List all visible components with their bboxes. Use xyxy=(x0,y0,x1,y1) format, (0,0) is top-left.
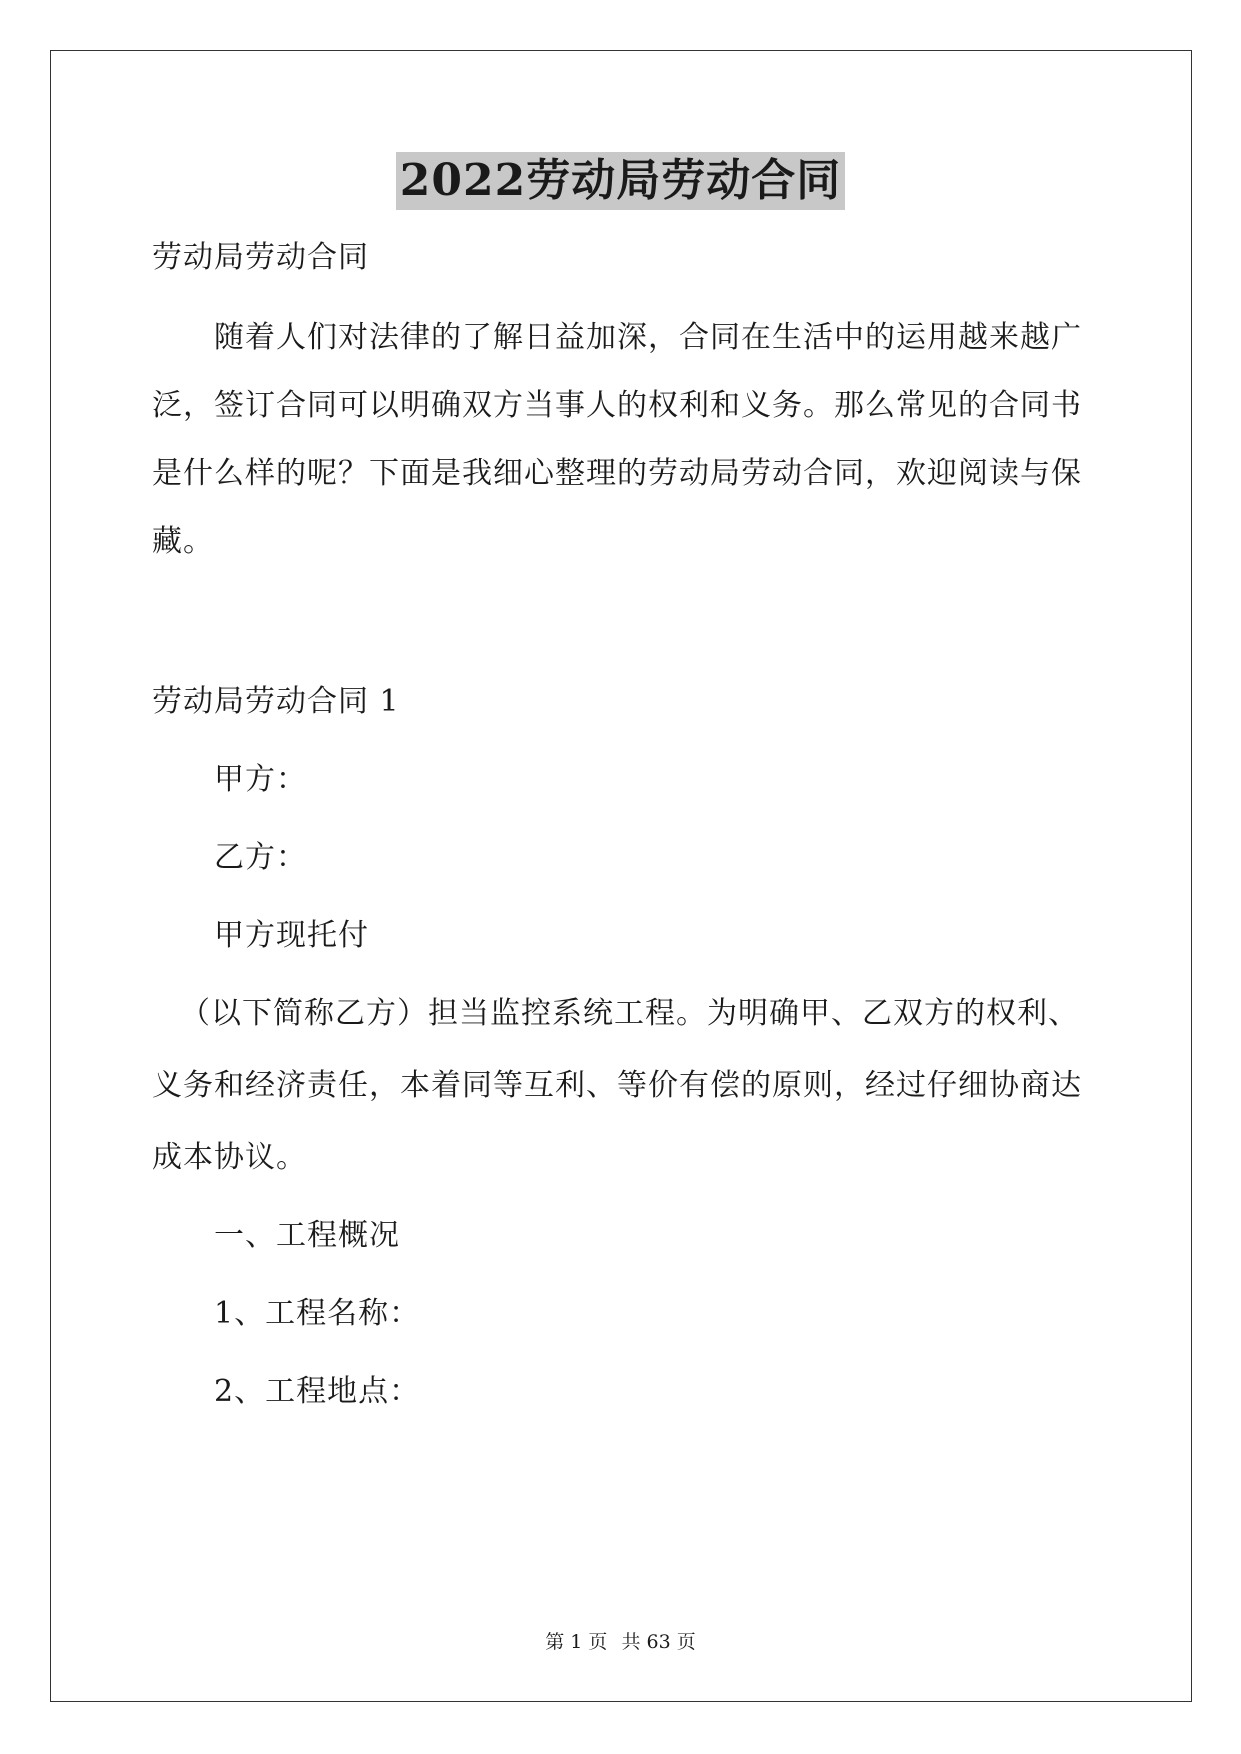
body-line-3: 成本协议。 xyxy=(152,1140,307,1175)
title-container xyxy=(0,152,1241,210)
page-number: 第 1 页 xyxy=(545,1631,608,1653)
body-line-2: 义务和经济责任，本着同等互利、等价有偿的原则，经过仔细协商达 xyxy=(152,1068,1082,1103)
page-total: 共 63 页 xyxy=(621,1631,696,1653)
section-heading: 劳动局劳动合同 1 xyxy=(152,684,400,719)
intro-line-4: 藏。 xyxy=(152,524,214,559)
entrust-line: 甲方现托付 xyxy=(214,918,369,953)
page-footer xyxy=(0,1630,1241,1654)
intro-line-3: 是什么样的呢？下面是我细心整理的劳动局劳动合同，欢迎阅读与保 xyxy=(152,456,1082,491)
intro-line-1: 随着人们对法律的了解日益加深，合同在生活中的运用越来越广 xyxy=(214,320,1082,355)
party-b-label: 乙方： xyxy=(214,840,307,875)
body-line-1: （以下简称乙方）担当监控系统工程。为明确甲、乙双方的权利、 xyxy=(180,996,1079,1031)
item-1: 1、工程名称： xyxy=(214,1296,421,1331)
subtitle: 劳动局劳动合同 xyxy=(152,240,369,275)
document-title: 2022劳动局劳动合同 xyxy=(396,152,845,210)
item-2: 2、工程地点： xyxy=(214,1374,421,1409)
intro-line-2: 泛，签订合同可以明确双方当事人的权利和义务。那么常见的合同书 xyxy=(152,388,1082,423)
party-a-label: 甲方： xyxy=(214,762,307,797)
item-heading: 一、工程概况 xyxy=(214,1218,400,1253)
